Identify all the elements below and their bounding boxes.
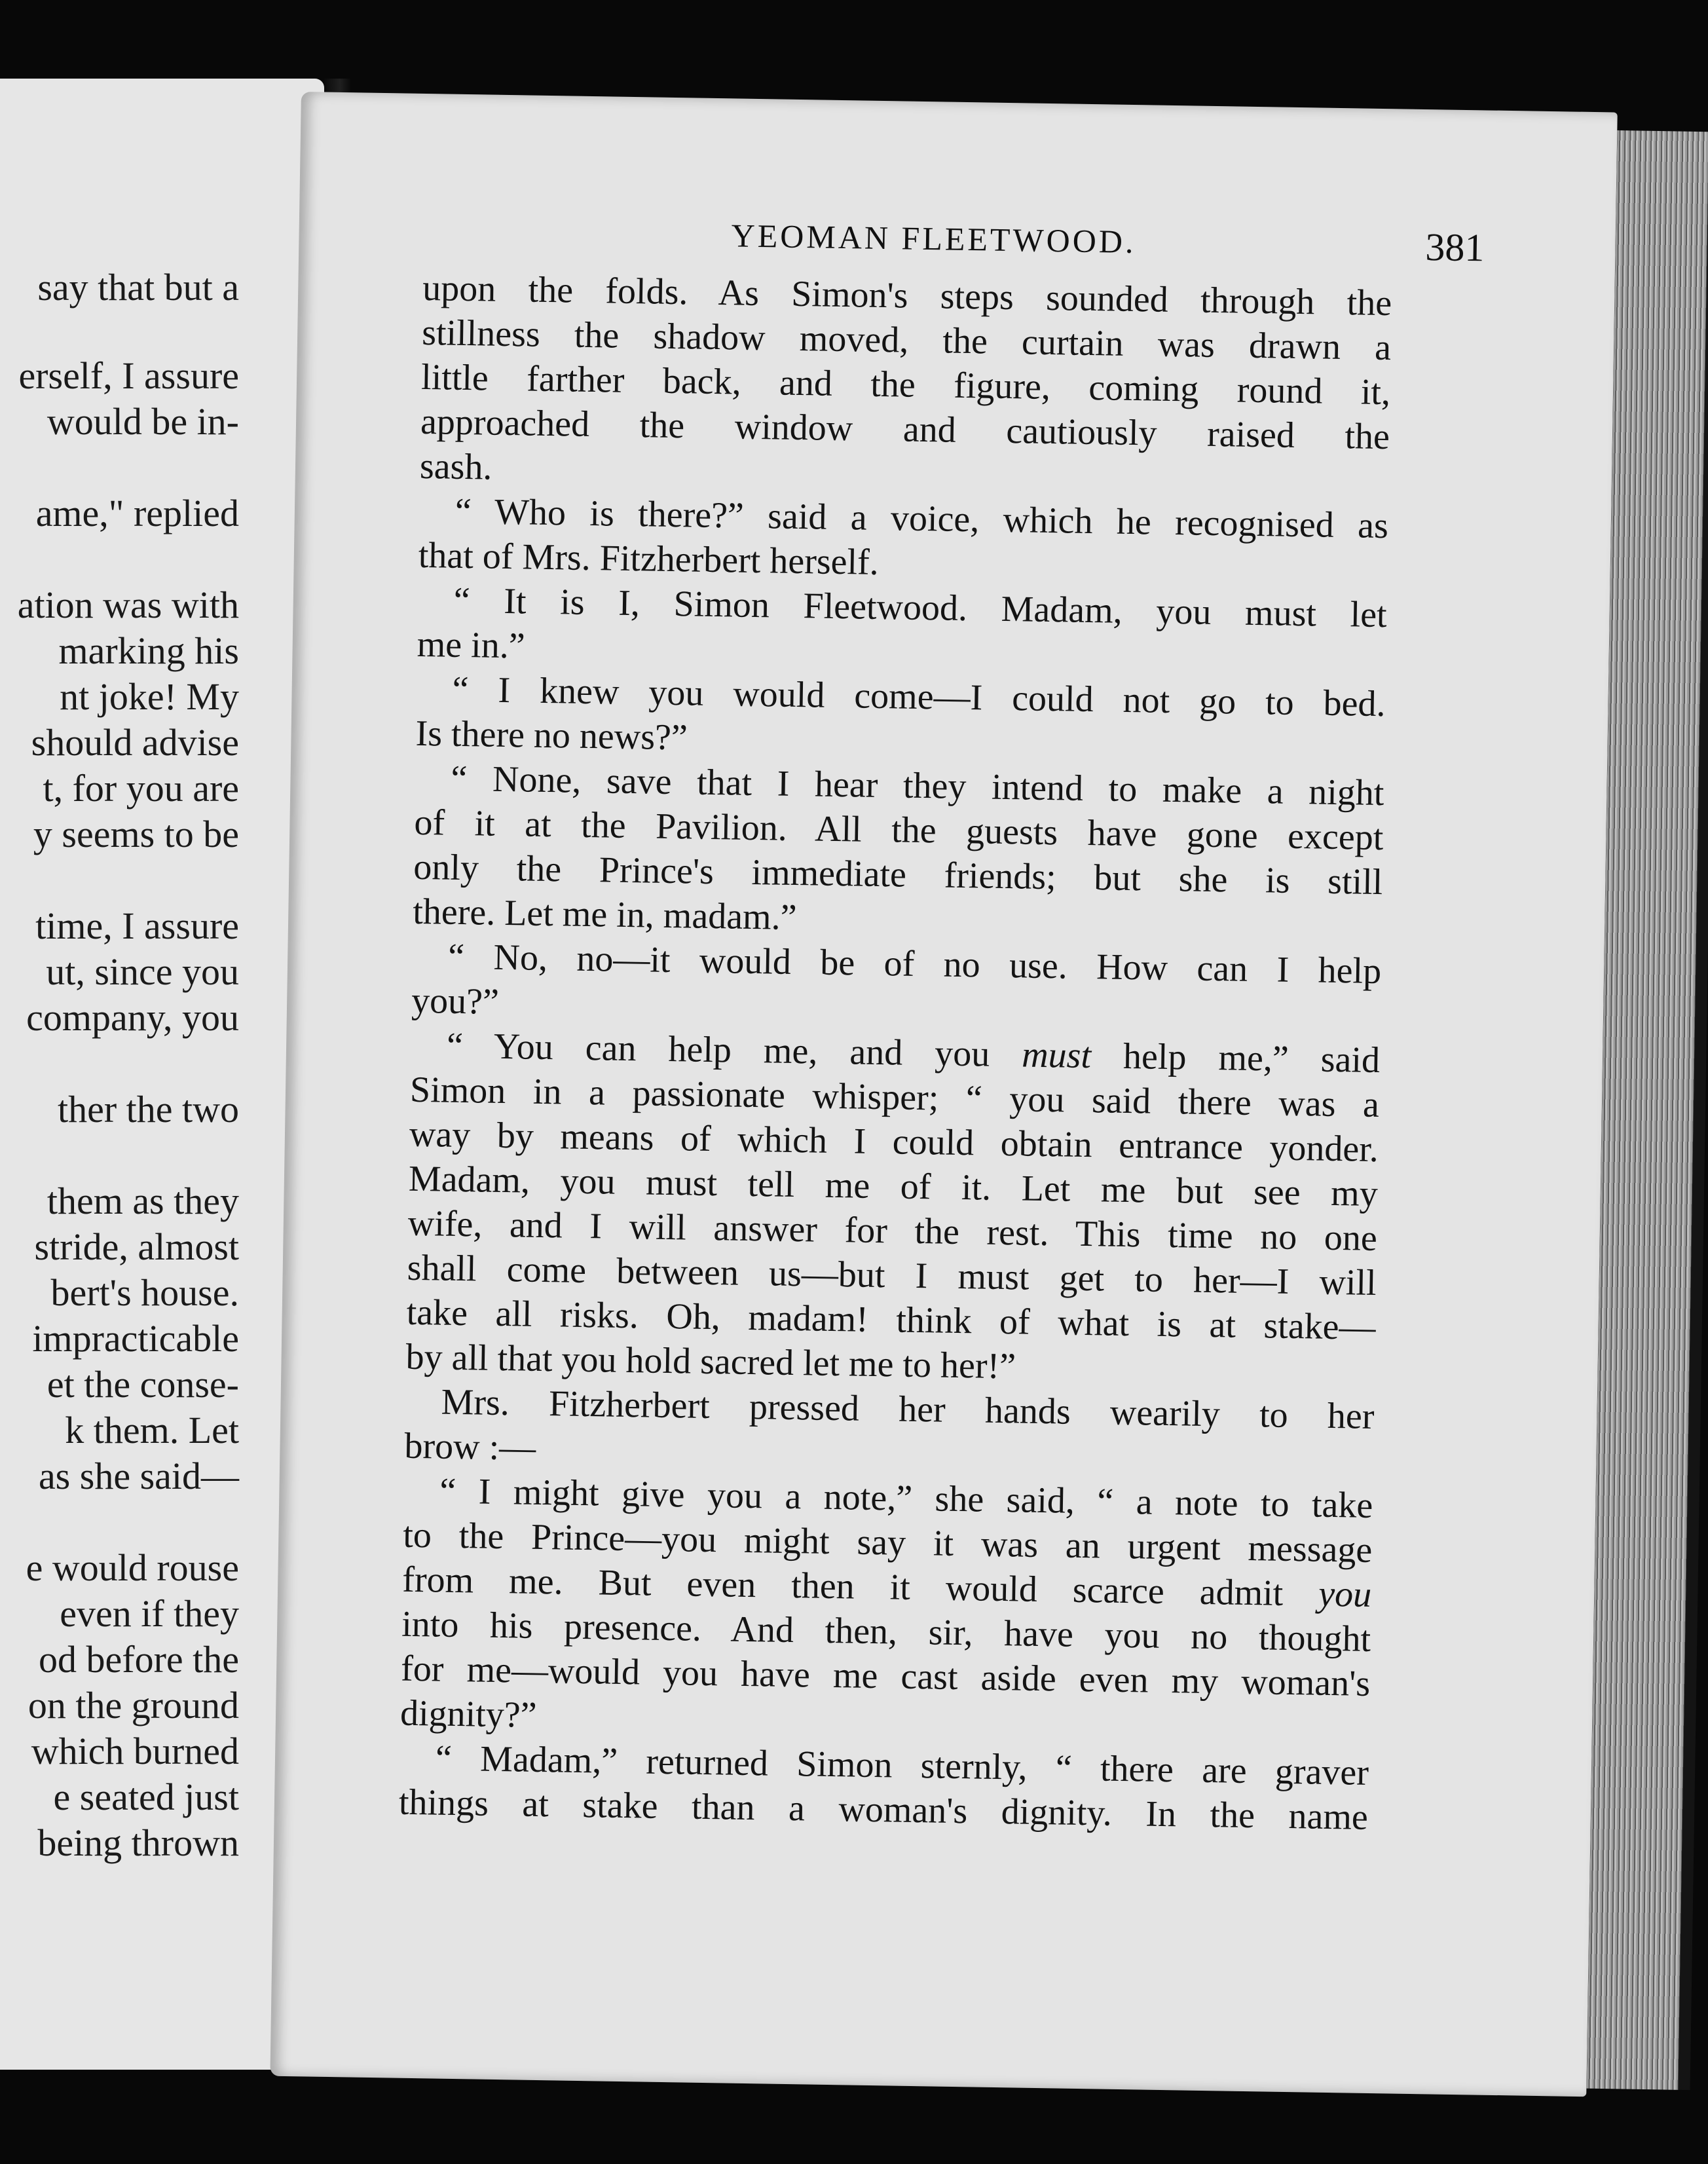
left-line: ame," replied	[35, 492, 239, 534]
left-line: e would rouse	[26, 1546, 239, 1589]
left-line: being thrown	[37, 1821, 239, 1864]
page-number: 381	[1424, 225, 1485, 270]
left-line: t, for you are	[43, 767, 239, 810]
text-line: “ No, no—it would be of no use. How can I help	[447, 936, 1382, 992]
text-line: wife, and I will answer for the rest. This time no one	[407, 1203, 1378, 1259]
left-line: even if they	[60, 1592, 239, 1635]
text-line: “ I might give you a note,” she said, “ a note to take	[439, 1470, 1373, 1526]
text-line: that of Mrs. Fitzherbert herself.	[418, 534, 880, 583]
left-line: as she said—	[38, 1455, 239, 1497]
text-line: stillness the shadow moved, the curtain was drawn a	[421, 312, 1392, 369]
text-segment: “ You can help me, and you	[446, 1025, 990, 1075]
left-line: say that but a	[37, 266, 239, 308]
text-line: Is there no news?”	[415, 713, 688, 758]
text-line: “ Who is there?” said a voice, which he recognised as	[455, 491, 1389, 547]
text-line: approached the window and cautiously raised the	[420, 401, 1390, 458]
text-line: things at stake than a woman's dignity. In the name	[398, 1782, 1369, 1838]
left-line: would be in-	[46, 400, 239, 443]
right-page	[270, 92, 1617, 2097]
text-line: by all that you hold sacred let me to her!”	[405, 1336, 1016, 1387]
left-line: ut, since you	[46, 950, 239, 993]
text-line: way by means of which I could obtain entrance yonder.	[409, 1113, 1379, 1170]
left-line: ther the two	[57, 1088, 239, 1130]
text-line: dignity?”	[399, 1692, 537, 1736]
left-line: time, I assure	[35, 905, 239, 947]
left-line: impracticable	[32, 1317, 239, 1360]
left-line: which burned	[31, 1730, 239, 1772]
left-line: erself, I assure	[18, 354, 239, 397]
running-title: YEOMAN FLEETWOOD.	[731, 217, 1136, 261]
text-segment: from me. But even then it would scarce admit	[401, 1559, 1284, 1614]
left-line: bert's house.	[50, 1271, 239, 1314]
left-line: marking his	[58, 629, 239, 672]
left-line: k them. Let	[65, 1409, 239, 1451]
text-line: to the Prince—you might say it was an urgent message	[402, 1514, 1373, 1571]
text-line: Mrs. Fitzherbert pressed her hands wearily to her	[441, 1381, 1375, 1437]
text-segment: help me,” said	[1123, 1035, 1381, 1081]
emphasis-you: you	[1318, 1573, 1372, 1615]
text-line: “ I knew you would come—I could not go to bed.	[452, 669, 1386, 725]
text-line: Madam, you must tell me of it. Let me but see my	[408, 1158, 1379, 1215]
left-line: them as they	[46, 1180, 239, 1222]
left-line: should advise	[31, 721, 239, 764]
left-line: stride, almost	[34, 1225, 239, 1268]
left-line: e seated just	[53, 1776, 239, 1818]
text-line: “ It is I, Simon Fleetwood. Madam, you must let	[453, 580, 1388, 636]
page-header	[299, 210, 1485, 273]
text-line: shall come between us—but I must get to her—I will	[407, 1247, 1377, 1304]
left-line: company, you	[26, 996, 239, 1039]
text-line: Simon in a passionate whisper; “ you said there was a	[409, 1069, 1380, 1126]
text-line: for me—would you have me cast aside even my woman's	[400, 1648, 1371, 1704]
text-line: of it at the Pavilion. All the guests have gone except	[414, 802, 1384, 859]
text-line: brow :—	[404, 1425, 536, 1468]
text-line: you?”	[411, 980, 500, 1022]
left-line: od before the	[39, 1638, 239, 1681]
text-line: “ Madam,” returned Simon sternly, “ there are graver	[435, 1738, 1369, 1793]
left-line: et the conse-	[46, 1363, 239, 1406]
text-line: “ None, save that I hear they intend to make a night	[451, 758, 1384, 814]
left-line: y seems to be	[33, 813, 239, 855]
text-line: into his presence. And then, sir, have you no thought	[401, 1603, 1371, 1660]
text-line: me in.”	[417, 624, 526, 667]
text-line: sash.	[419, 445, 492, 488]
left-line: ation was with	[17, 584, 239, 626]
text-line: little farther back, and the figure, coming round it,	[420, 356, 1391, 413]
text-line: take all risks. Oh, madam! think of what is at stake—	[406, 1292, 1377, 1348]
emphasis-must: must	[1021, 1034, 1092, 1077]
left-line: nt joke! My	[60, 675, 239, 718]
text-line: there. Let me in, madam.”	[412, 891, 797, 939]
text-line: upon the folds. As Simon's steps sounded through the	[422, 267, 1392, 324]
text-line: only the Prince's immediate friends; but she is still	[413, 846, 1383, 903]
left-line: on the ground	[28, 1684, 239, 1726]
